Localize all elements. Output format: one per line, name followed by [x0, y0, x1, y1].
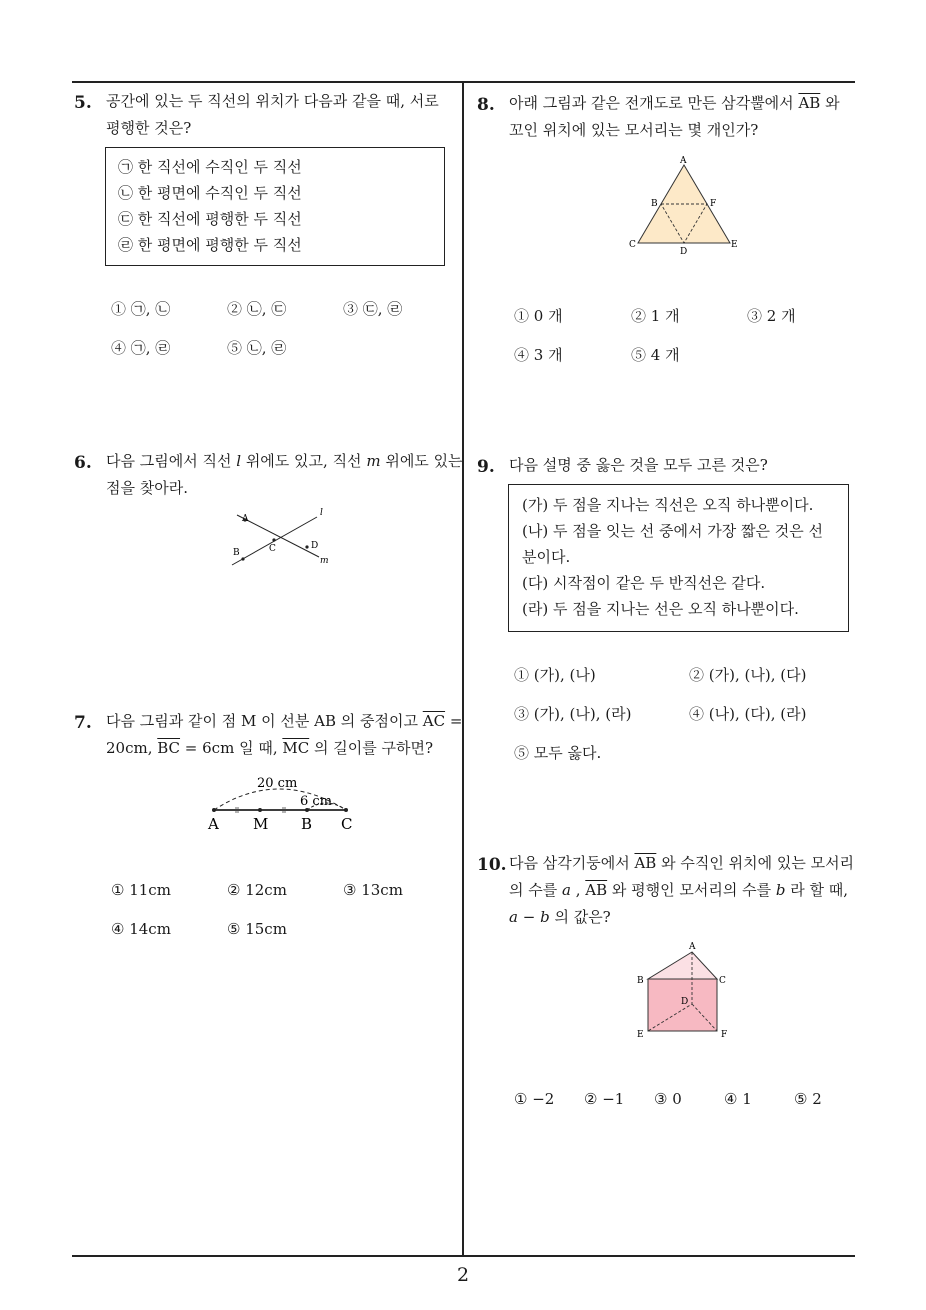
- question-number: 6.: [74, 453, 92, 473]
- question-number: 10.: [477, 855, 507, 875]
- question-text: [106, 448, 463, 502]
- segment-mc: $\overline{MC}$: [282, 739, 310, 757]
- label-e: E: [731, 240, 738, 250]
- point-c: [272, 538, 275, 541]
- label-c: C: [341, 815, 353, 833]
- statement-box: [105, 147, 445, 266]
- label-l: l: [320, 508, 323, 518]
- text-segment: 다음 삼각기둥에서: [509, 854, 635, 872]
- text-segment: 20cm,: [106, 739, 158, 757]
- statement-item: (라) 두 점을 지나는 선은 오직 하나뿐이다.: [522, 600, 799, 618]
- label-c: C: [269, 544, 276, 554]
- text-segment: 라 할 때,: [785, 881, 849, 899]
- answer-option[interactable]: ② 12cm: [227, 881, 287, 899]
- statement-item: ㉢ 한 직선에 평행한 두 직선: [118, 210, 302, 228]
- answer-option[interactable]: ④ (나), (다), (라): [689, 705, 807, 723]
- point-b: [241, 557, 244, 560]
- question-text-line: 평행한 것은?: [106, 119, 192, 137]
- text-segment: 의 길이를 구하면?: [309, 739, 433, 757]
- question-text-line: 꼬인 위치에 있는 모서리는 몇 개인가?: [509, 121, 759, 139]
- pyramid-net-figure: [625, 155, 745, 259]
- variable-b: b: [540, 908, 550, 926]
- point-d: [305, 545, 308, 548]
- label-a: A: [208, 815, 219, 833]
- answer-option[interactable]: ④ 1: [724, 1090, 752, 1108]
- variable-m: m: [366, 452, 381, 470]
- label-a: A: [242, 514, 249, 524]
- label-f: F: [721, 1030, 728, 1040]
- answer-option[interactable]: ⑤ 4 개: [631, 346, 680, 364]
- text-segment: ,: [570, 881, 586, 899]
- label-dist-ac: 20 cm: [257, 776, 298, 791]
- variable-a: a: [562, 881, 571, 899]
- answer-option[interactable]: ⑤ 2: [794, 1090, 822, 1108]
- label-b: B: [301, 815, 313, 833]
- text-segment: −: [517, 908, 541, 926]
- segment-ab: $\overline{AB}$: [634, 854, 657, 872]
- question-text-line: [509, 90, 859, 117]
- answer-option[interactable]: ② −1: [584, 1090, 625, 1108]
- text-segment: = 6cm 일 때,: [180, 739, 283, 757]
- question-number: 5.: [74, 93, 92, 113]
- answer-option[interactable]: ① 0 개: [514, 307, 563, 325]
- answer-option[interactable]: ③ 13cm: [343, 881, 403, 899]
- segment-bc: $\overline{BC}$: [157, 739, 181, 757]
- label-c: C: [629, 240, 636, 250]
- label-a: A: [689, 942, 696, 952]
- line-m: [237, 515, 319, 557]
- label-b: B: [233, 548, 240, 558]
- segment-ab: $\overline{AB}$: [798, 94, 821, 112]
- statement-item: ㉠ 한 직선에 수직인 두 직선: [118, 158, 302, 176]
- variable-l: l: [236, 452, 242, 470]
- label-dist-bc: 6 cm: [300, 794, 333, 809]
- question-text-line: [509, 904, 859, 931]
- top-rule: [72, 81, 855, 83]
- answer-option[interactable]: ② (가), (나), (다): [689, 666, 807, 684]
- question-number: 7.: [74, 713, 92, 733]
- question-text: [106, 708, 463, 762]
- answer-option[interactable]: ① 11cm: [111, 881, 171, 899]
- label-b: B: [637, 976, 644, 986]
- statement-item: (다) 시작점이 같은 두 반직선은 같다.: [522, 574, 766, 592]
- question-number: 9.: [477, 457, 495, 477]
- text-segment: 아래 그림과 같은 전개도로 만든 삼각뿔에서: [509, 94, 799, 112]
- answer-option[interactable]: ① −2: [514, 1090, 555, 1108]
- text-segment: 위에도 있는: [380, 452, 463, 470]
- answer-option[interactable]: ③ ㉢, ㉣: [343, 300, 403, 318]
- answer-option[interactable]: ② 1 개: [631, 307, 680, 325]
- answer-option[interactable]: ⑤ ㉡, ㉣: [227, 339, 287, 357]
- text-segment: 와 수직인 위치에 있는 모서리: [656, 854, 855, 872]
- triangular-prism-figure: [630, 938, 740, 1044]
- question-text-line: [106, 708, 463, 735]
- statement-item: (나) 두 점을 잇는 선 중에서 가장 짧은 것은 선: [522, 522, 823, 540]
- text-segment: =: [445, 712, 463, 730]
- question-text-line: [106, 735, 458, 762]
- answer-option[interactable]: ③ 2 개: [747, 307, 796, 325]
- label-e: E: [637, 1030, 644, 1040]
- question-text-line: [509, 877, 859, 904]
- text-segment: 와 평행인 모서리의 수를: [607, 881, 776, 899]
- answer-option[interactable]: ⑤ 모두 옳다.: [514, 744, 602, 762]
- question-text: 다음 설명 중 옳은 것을 모두 고른 것은?: [509, 456, 768, 474]
- text-segment: 다음 그림에서 직선: [106, 452, 237, 470]
- label-m: m: [320, 556, 329, 566]
- question-text-line: 점을 찾아라.: [106, 479, 188, 497]
- segment-ab: $\overline{AB}$: [585, 881, 608, 899]
- statement-box: [508, 484, 849, 632]
- statement-item: (가) 두 점을 지나는 직선은 오직 하나뿐이다.: [522, 496, 814, 514]
- answer-option[interactable]: ④ 3 개: [514, 346, 563, 364]
- answer-option[interactable]: ④ 14cm: [111, 920, 171, 938]
- label-c: C: [719, 976, 726, 986]
- answer-option[interactable]: ③ (가), (나), (라): [514, 705, 632, 723]
- variable-b: b: [775, 881, 786, 899]
- prism-top-face: [648, 952, 717, 979]
- question-number: 8.: [477, 95, 495, 115]
- question-text-line: [509, 850, 859, 877]
- statement-item: ㉣ 한 평면에 평행한 두 직선: [118, 236, 302, 254]
- bottom-rule: [72, 1255, 855, 1257]
- label-b: B: [651, 199, 658, 209]
- label-d: D: [681, 997, 689, 1007]
- answer-option[interactable]: ① (가), (나): [514, 666, 596, 684]
- question-text-line: [106, 448, 463, 475]
- question-text: [509, 850, 859, 931]
- label-d: D: [311, 541, 319, 551]
- column-divider: [462, 81, 464, 1257]
- answer-option[interactable]: ⑤ 15cm: [227, 920, 287, 938]
- text-segment: 의 값은?: [549, 908, 611, 926]
- answer-option[interactable]: ③ 0: [654, 1090, 682, 1108]
- variable-a: a: [509, 908, 518, 926]
- label-d: D: [680, 247, 688, 257]
- question-text: [106, 88, 458, 142]
- text-segment: 위에도 있고, 직선: [241, 452, 367, 470]
- label-m: M: [253, 815, 269, 833]
- label-a: A: [680, 156, 687, 166]
- answer-option[interactable]: ④ ㉠, ㉣: [111, 339, 171, 357]
- question-text-line: 공간에 있는 두 직선의 위치가 다음과 같을 때, 서로: [106, 92, 439, 110]
- intersecting-lines-figure: [222, 505, 342, 575]
- statement-item: 분이다.: [522, 548, 571, 566]
- page-number: 2: [456, 1264, 470, 1286]
- answer-option[interactable]: ① ㉠, ㉡: [111, 300, 171, 318]
- text-segment: 다음 그림과 같이 점 M 이 선분 AB 의 중점이고: [106, 712, 423, 730]
- statement-item: ㉡ 한 평면에 수직인 두 직선: [118, 184, 302, 202]
- segment-figure: [196, 770, 366, 836]
- question-text: [509, 90, 859, 144]
- segment-ac: $\overline{AC}$: [422, 712, 446, 730]
- text-segment: 와: [820, 94, 840, 112]
- text-segment: 의 수를: [509, 881, 563, 899]
- label-f: F: [710, 199, 717, 209]
- answer-option[interactable]: ② ㉡, ㉢: [227, 300, 287, 318]
